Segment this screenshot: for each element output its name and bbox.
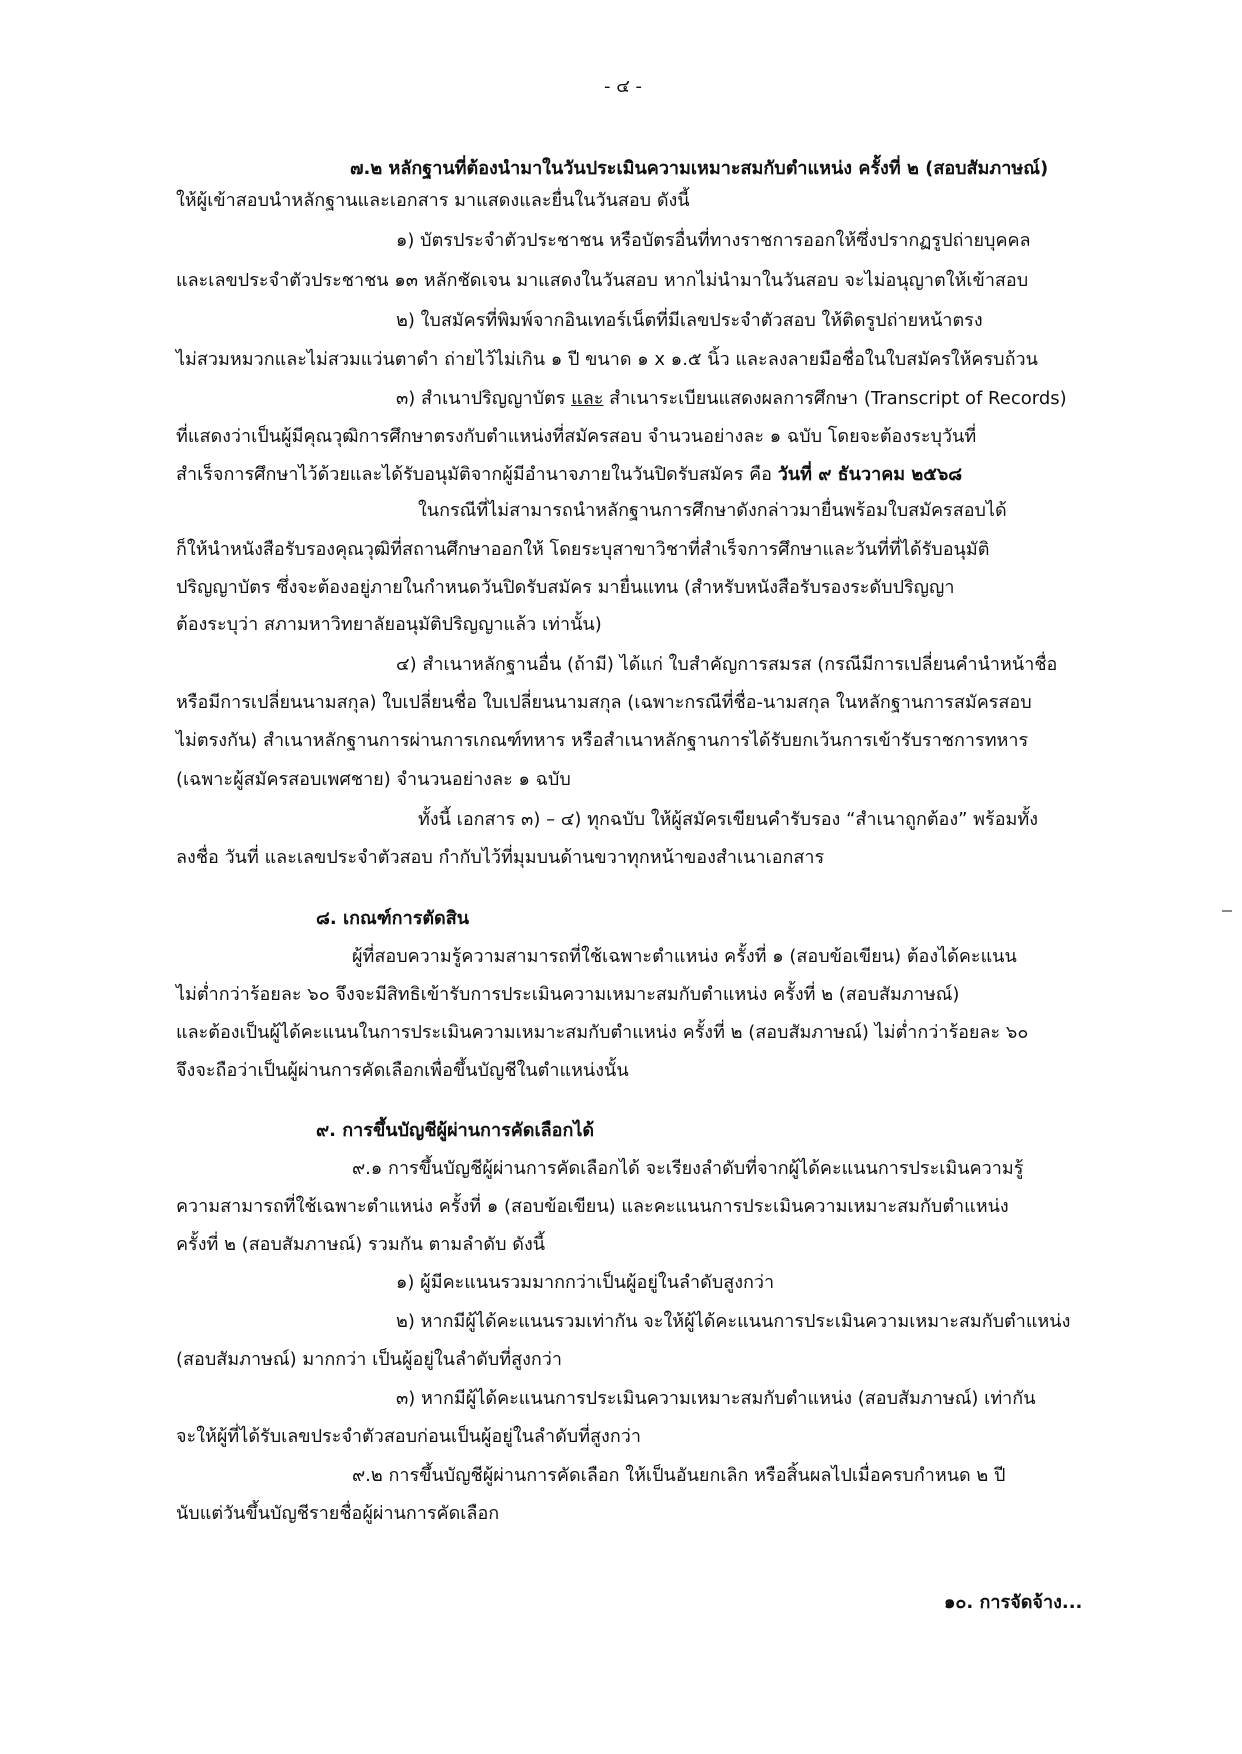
section-8-line-4: จึงจะถือว่าเป็นผู้ผ่านการคัดเลือกเพื่อขึ้นบัญชีในตำแหน่งนั้น: [176, 1060, 629, 1081]
section-9-2-line-1: ๙.๒ การขึ้นบัญชีผู้ผ่านการคัดเลือก ให้เป็นอันยกเลิก หรือสิ้นผลไปเมื่อครบกำหนด ๒ ปี: [352, 1465, 1006, 1486]
item-3-deadline-text: สำเร็จการศึกษาไว้ด้วยและได้รับอนุมัติจากผู้มีอำนาจภายในวันปิดรับสมัคร คือ: [176, 464, 778, 485]
item-3-underlined-and: และ: [571, 388, 604, 409]
section-9-1-line-2: ความสามารถที่ใช้เฉพาะตำแหน่ง ครั้งที่ ๑ (สอบข้อเขียน) และคะแนนการประเมินความเหมาะสมกับตำแหน่ง: [176, 1196, 1009, 1217]
section-9-1-rule-3-line-1: ๓) หากมีผู้ได้คะแนนการประเมินความเหมาะสมกับตำแหน่ง (สอบสัมภาษณ์) เท่ากัน: [396, 1388, 1036, 1409]
item-3-line-3: [176, 460, 962, 490]
item-2-line-2: ไม่สวมหมวกและไม่สวมแว่นตาดำ ถ่ายไว้ไม่เกิน ๑ ปี ขนาด ๑ x ๑.๕ นิ้ว และลงลายมือชื่อในใบสมัครให้ครบถ้วน: [176, 349, 1038, 370]
item-1-line-2: และเลขประจำตัวประชาชน ๑๓ หลักชัดเจน มาแสดงในวันสอบ หากไม่นำมาในวันสอบ จะไม่อนุญาตให้เข้าสอบ: [176, 270, 1029, 291]
continuation-marker: ๑๐. การจัดจ้าง...: [944, 1592, 1083, 1613]
item-3-deadline-date: วันที่ ๙ ธันวาคม ๒๕๖๘: [777, 464, 963, 485]
section-8-line-1: ผู้ที่สอบความรู้ความสามารถที่ใช้เฉพาะตำแหน่ง ครั้งที่ ๑ (สอบข้อเขียน) ต้องได้คะแนน: [352, 946, 1017, 967]
section-9-2-line-2: นับแต่วันขึ้นบัญชีรายชื่อผู้ผ่านการคัดเลือก: [176, 1503, 500, 1524]
item-1-line-1: ๑) บัตรประจำตัวประชาชน หรือบัตรอื่นที่ทางราชการออกให้ซึ่งปรากฏรูปถ่ายบุคคล: [396, 230, 1031, 251]
section-9-1-rule-2-line-1: ๒) หากมีผู้ได้คะแนนรวมเท่ากัน จะให้ผู้ได้คะแนนการประเมินความเหมาะสมกับตำแหน่ง: [396, 1311, 1071, 1332]
item-3-line-5: ก็ให้นำหนังสือรับรองคุณวุฒิที่สถานศึกษาออกให้ โดยระบุสาขาวิชาที่สำเร็จการศึกษาและวันที่ที่ได้รับอนุมัติ: [176, 539, 990, 560]
item-4-line-4: (เฉพาะผู้สมัครสอบเพศชาย) จำนวนอย่างละ ๑ ฉบับ: [176, 769, 571, 790]
page-number: - ๔ -: [604, 76, 643, 97]
section-9-1-rule-2-line-2: (สอบสัมภาษณ์) มากกว่า เป็นผู้อยู่ในลำดับที่สูงกว่า: [176, 1349, 562, 1370]
item-2-line-1: ๒) ใบสมัครที่พิมพ์จากอินเทอร์เน็ตที่มีเลขประจำตัวสอบ ให้ติดรูปถ่ายหน้าตรง: [396, 310, 983, 331]
section-8-line-3: และต้องเป็นผู้ได้คะแนนในการประเมินความเหมาะสมกับตำแหน่ง ครั้งที่ ๒ (สอบสัมภาษณ์) ไม่ต่ำกว่าร้อยละ ๖๐: [176, 1022, 1029, 1043]
note-line-2: ลงชื่อ วันที่ และเลขประจำตัวสอบ กำกับไว้ที่มุมบนด้านขวาทุกหน้าของสำเนาเอกสาร: [176, 847, 825, 868]
note-line-1: ทั้งนี้ เอกสาร ๓) – ๔) ทุกฉบับ ให้ผู้สมัครเขียนคำรับรอง “สำเนาถูกต้อง” พร้อมทั้ง: [418, 809, 1039, 830]
item-3-line-1: [396, 384, 1067, 414]
item-3-text-b: สำเนาระเบียนแสดงผลการศึกษา (Transcript of Records): [603, 388, 1067, 409]
item-3-line-2: ที่แสดงว่าเป็นผู้มีคุณวุฒิการศึกษาตรงกับตำแหน่งที่สมัครสอบ จำนวนอย่างละ ๑ ฉบับ โดยจะต้องระบุวันที่: [176, 426, 977, 447]
section-9-heading: ๙. การขึ้นบัญชีผู้ผ่านการคัดเลือกได้: [316, 1120, 595, 1141]
section-7-2-heading: ๗.๒ หลักฐานที่ต้องนำมาในวันประเมินความเหมาะสมกับตำแหน่ง ครั้งที่ ๒ (สอบสัมภาษณ์): [350, 158, 1049, 179]
item-3-line-6: ปริญญาบัตร ซึ่งจะต้องอยู่ภายในกำหนดวันปิดรับสมัคร มายื่นแทน (สำหรับหนังสือรับรองระดับปริญญา: [176, 577, 955, 598]
section-9-1-rule-1: ๑) ผู้มีคะแนนรวมมากกว่าเป็นผู้อยู่ในลำดับสูงกว่า: [396, 1272, 775, 1293]
item-4-line-2: หรือมีการเปลี่ยนนามสกุล) ใบเปลี่ยนชื่อ ใบเปลี่ยนนามสกุล (เฉพาะกรณีที่ชื่อ-นามสกุล ในหลักฐานการสมัครสอบ: [176, 692, 1032, 713]
item-3-line-4: ในกรณีที่ไม่สามารถนำหลักฐานการศึกษาดังกล่าวมายื่นพร้อมใบสมัครสอบได้: [418, 500, 1007, 521]
section-8-line-2: ไม่ต่ำกว่าร้อยละ ๖๐ จึงจะมีสิทธิเข้ารับการประเมินความเหมาะสมกับตำแหน่ง ครั้งที่ ๒ (สอบสัมภาษณ์): [176, 984, 960, 1005]
scan-mark: [1222, 910, 1232, 912]
item-4-line-1: ๔) สำเนาหลักฐานอื่น (ถ้ามี) ได้แก่ ใบสำคัญการสมรส (กรณีมีการเปลี่ยนคำนำหน้าชื่อ: [396, 654, 1058, 675]
item-3-text-a: ๓) สำเนาปริญญาบัตร: [396, 388, 572, 409]
item-3-line-7: ต้องระบุว่า สภามหาวิทยาลัยอนุมัติปริญญาแล้ว เท่านั้น): [176, 614, 602, 635]
section-7-2-intro: ให้ผู้เข้าสอบนำหลักฐานและเอกสาร มาแสดงและยื่นในวันสอบ ดังนี้: [176, 190, 690, 211]
section-9-1-line-3: ครั้งที่ ๒ (สอบสัมภาษณ์) รวมกัน ตามลำดับ ดังนี้: [176, 1234, 546, 1255]
item-4-line-3: ไม่ตรงกัน) สำเนาหลักฐานการผ่านการเกณฑ์ทหาร หรือสำเนาหลักฐานการได้รับยกเว้นการเข้ารับราชการทหาร: [176, 730, 1029, 751]
section-9-1-rule-3-line-2: จะให้ผู้ที่ได้รับเลขประจำตัวสอบก่อนเป็นผู้อยู่ในลำดับที่สูงกว่า: [176, 1426, 641, 1447]
section-9-1-line-1: ๙.๑ การขึ้นบัญชีผู้ผ่านการคัดเลือกได้ จะเรียงลำดับที่จากผู้ได้คะแนนการประเมินความรู้: [352, 1158, 1024, 1179]
section-8-heading: ๘. เกณฑ์การตัดสิน: [316, 908, 470, 929]
